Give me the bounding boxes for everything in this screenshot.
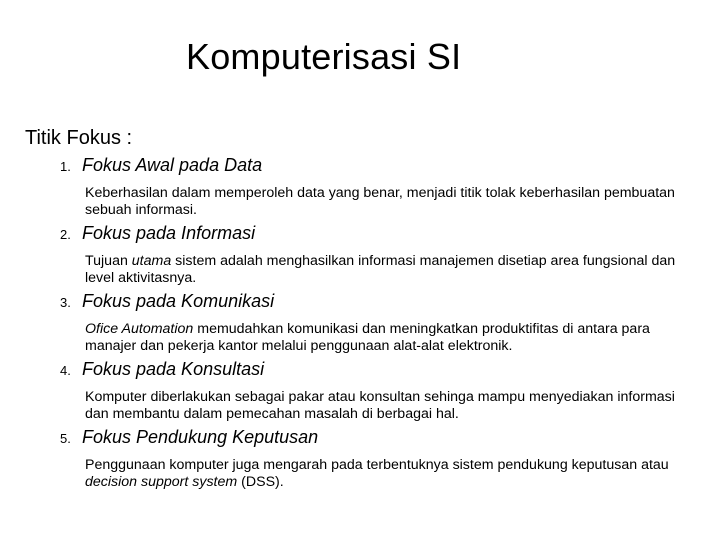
item-desc-text: Keberhasilan dalam memperoleh data yang benar, menjadi titik tolak keberhasilan pembuatan sebuah informasi. <box>85 185 675 218</box>
list-item <box>60 223 710 287</box>
item-title: Fokus pada Konsultasi <box>82 359 265 379</box>
slide-title: Komputerisasi SI <box>186 36 462 77</box>
item-number: 1. <box>60 159 71 174</box>
item-title: Fokus pada Komunikasi <box>82 291 275 311</box>
item-description <box>85 253 700 287</box>
item-title: Fokus pada Informasi <box>82 223 256 243</box>
focus-list <box>60 155 710 491</box>
item-desc-emphasis: decision support system <box>85 474 238 490</box>
item-number: 2. <box>60 227 71 242</box>
item-number: 4. <box>60 363 71 378</box>
item-desc-text: Tujuan <box>85 253 132 269</box>
item-title: Fokus Pendukung Keputusan <box>82 427 319 447</box>
list-item <box>60 427 710 491</box>
item-number: 5. <box>60 431 71 446</box>
item-desc-text: Komputer diberlakukan sebagai pakar atau konsultan sehinga mampu menyediakan informasi dan membantu dalam pemecahan masalah di berbagai hal. <box>85 389 675 422</box>
item-title: Fokus Awal pada Data <box>82 155 263 175</box>
item-desc-text: (DSS). <box>237 474 284 490</box>
item-desc-emphasis: Ofice Automation <box>85 321 194 337</box>
item-description <box>85 389 700 423</box>
item-description <box>85 457 700 491</box>
list-item <box>60 155 710 219</box>
item-desc-text: Penggunaan komputer juga mengarah pada terbentuknya sistem pendukung keputusan atau <box>85 457 669 473</box>
item-desc-emphasis: utama <box>131 253 172 269</box>
item-number: 3. <box>60 295 71 310</box>
list-item <box>60 359 710 423</box>
item-desc-text: memudahkan komunikasi dan meningkatkan produktifitas di antara para manajer dan pekerja kantor melalui penggunaan alat-alat elektronik. <box>85 321 650 354</box>
item-description <box>85 185 700 219</box>
focus-heading: Titik Fokus : <box>25 127 133 149</box>
item-description <box>85 321 700 355</box>
list-item <box>60 291 710 355</box>
item-desc-text: sistem adalah menghasilkan informasi manajemen disetiap area fungsional dan level aktivitasnya. <box>85 253 676 286</box>
